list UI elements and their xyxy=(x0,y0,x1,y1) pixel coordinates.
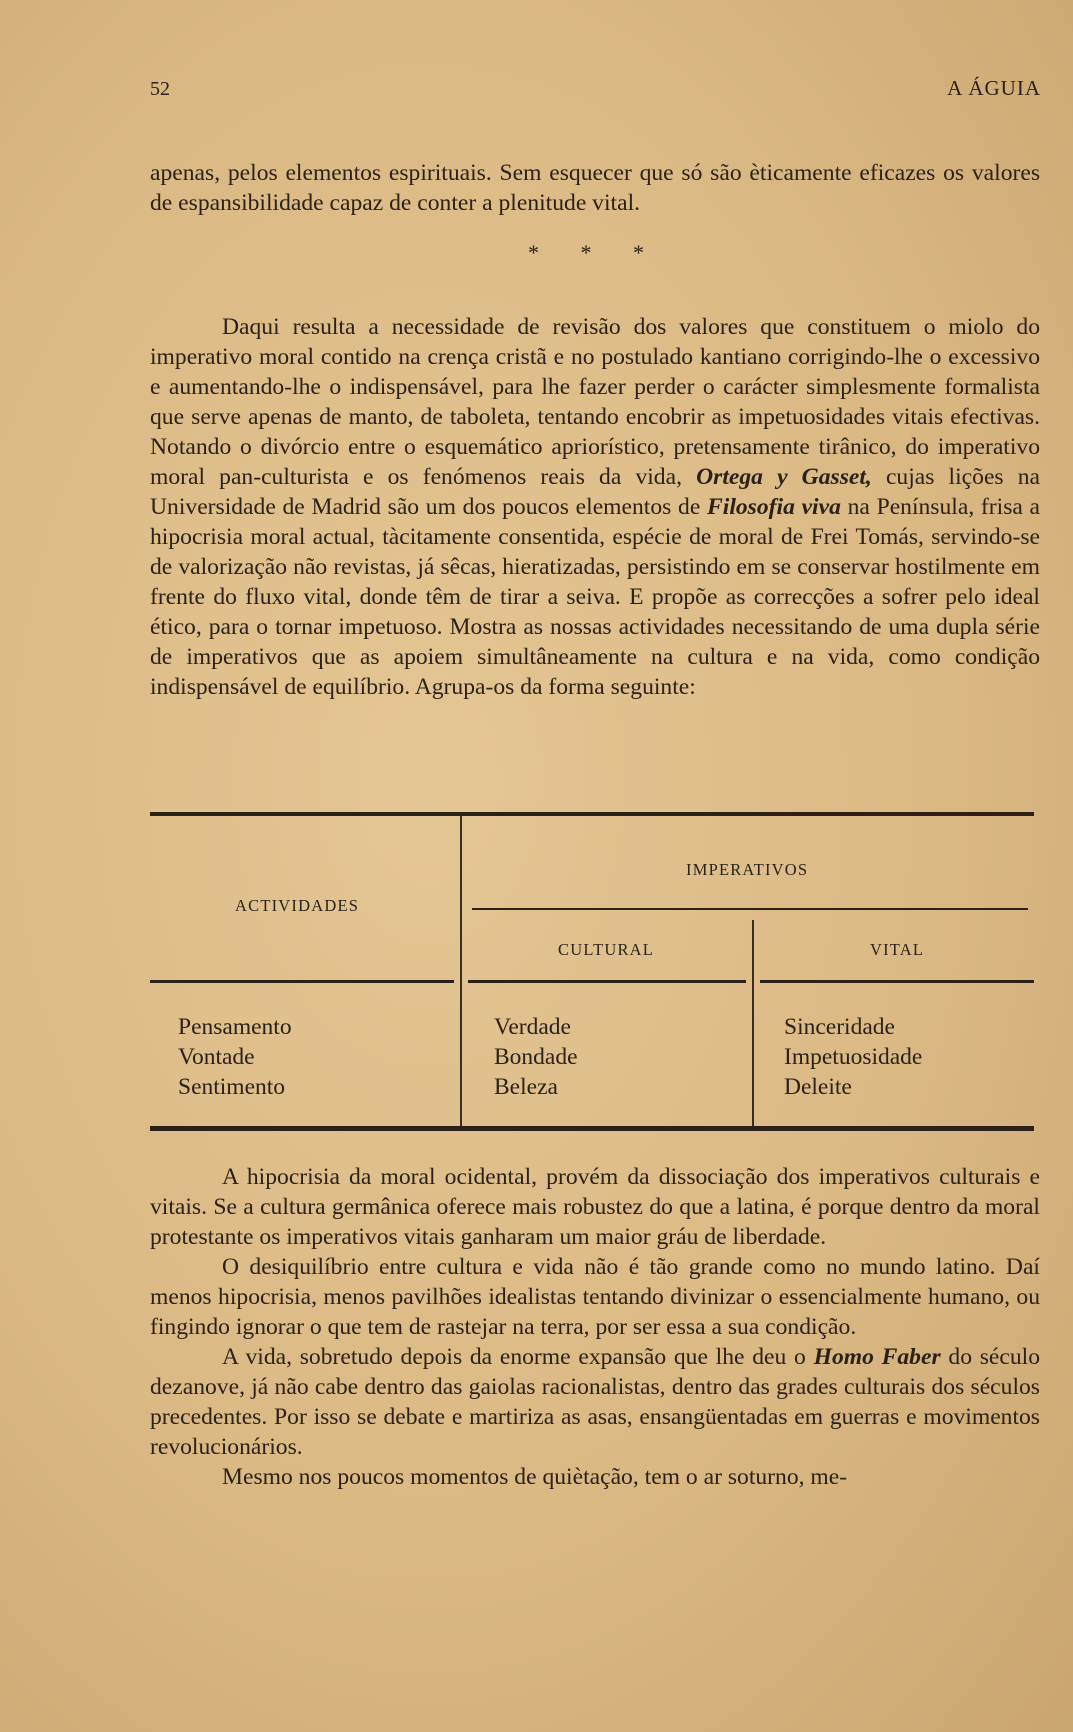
table-top-rule xyxy=(150,812,1034,816)
vital-column xyxy=(784,1012,922,1102)
paragraph-1 xyxy=(150,158,1040,218)
work-title: Filosofia viva xyxy=(707,494,841,520)
paragraph-1-text: apenas, pelos elementos espirituais. Sem esquecer que só são èticamente eficazes os valores de espansibilidade capaz de conter a plenitude vital. xyxy=(150,160,1040,216)
header-rule-vital xyxy=(760,980,1034,983)
table-cell: Vontade xyxy=(178,1044,255,1070)
paragraph-5-part-2: do século dezanove, já não cabe dentro das gaiolas racionalistas, dentro das grades culturais dos séculos precedentes. Por isso se debate e martiriza as asas, ensangüentadas em guerras e movimentos revolucionários. xyxy=(150,1344,1040,1460)
table-cell: Sinceridade xyxy=(784,1014,895,1040)
table-cell: Bondade xyxy=(494,1044,578,1070)
table-divider-activities xyxy=(460,816,462,1126)
paragraph-2-part-2: cujas lições na Universidade de Madrid são um dos poucos elementos de xyxy=(150,464,1040,520)
cultural-column xyxy=(494,1012,578,1102)
table-divider-cultural xyxy=(752,920,754,1126)
paragraph-3: A hipocrisia da moral ocidental, provém da dissociação dos imperativos culturais e vitais. Se a cultura germânica oferece mais robustez do que a latina, é porque dentro da moral protestante os imperativos vitais ganharam um maior gráu de liberdade. xyxy=(150,1164,1040,1250)
header-rule-cultural xyxy=(468,980,746,983)
header-activities: ACTIVIDADES xyxy=(235,896,360,915)
table-cell: Impetuosidade xyxy=(784,1044,923,1070)
paragraphs-after-table xyxy=(150,1162,1040,1492)
paragraph-2-part-3: na Península, frisa a hipocrisia moral actual, tàcitamente consentida, espécie de moral de Frei Tomás, servindo-se de valorização não revistas, já sêcas, hieratizadas, persistindo em se conservar hostilmente em frente do fluxo vital, donde têm de tirar a seiva. E propõe as correcções a sofrer pelo ideal ético, para o tornar impetuoso. Mostra as nossas actividades necessitando de uma dupla série de imperativos que as apoiem simultâneamente na cultura e na vida, como condição indispensável de equilíbrio. Agrupa-os da forma seguinte: xyxy=(150,494,1041,700)
header-cultural: CULTURAL xyxy=(558,940,655,959)
activities-column xyxy=(178,1012,292,1102)
imperatives-table xyxy=(150,812,1034,1132)
paragraph-4: O desiquilíbrio entre cultura e vida não é tão grande como no mundo latino. Daí menos hipocrisia, menos pavilhões idealistas tentando divinizar o essencialmente humano, ou fingindo ignorar o que tem de rastejar na terra, por ser essa a sua condição. xyxy=(150,1254,1040,1340)
imperatives-underline xyxy=(472,908,1028,910)
header-rule-activities xyxy=(150,980,454,983)
author-name: Ortega y Gasset, xyxy=(696,464,872,490)
page-header xyxy=(150,72,1041,102)
homo-faber-term: Homo Faber xyxy=(813,1344,941,1370)
table-cell: Verdade xyxy=(494,1014,571,1040)
paragraph-6: Mesmo nos poucos momentos de quiètação, tem o ar soturno, me- xyxy=(222,1464,848,1490)
table-cell: Pensamento xyxy=(178,1014,292,1040)
table-bottom-rule xyxy=(150,1126,1034,1131)
paragraph-2-part-1: Daqui resulta a necessidade de revisão dos valores que constituem o miolo do imperativo moral contido na crença cristã e no postulado kantiano corrigindo-lhe o excessivo e aumentando-lhe o indispensável, para lhe fazer perder o carácter simplesmente formalista que serve apenas de manto, de taboleta, tentando encobrir as impetuosidades vitais efectivas. Notando o divórcio entre o esquemático apriorístico, pretensamente tirânico, do imperativo moral pan-culturista e os fenómenos reais da vida, xyxy=(150,314,1040,490)
table-cell: Beleza xyxy=(494,1074,558,1100)
section-separator: * * * xyxy=(528,240,662,265)
header-imperatives: IMPERATIVOS xyxy=(686,860,809,879)
running-title: A ÁGUIA xyxy=(947,76,1041,100)
table-cell: Sentimento xyxy=(178,1074,286,1100)
page-number: 52 xyxy=(150,78,170,100)
header-vital: VITAL xyxy=(870,940,925,959)
paragraph-5-part-1: A vida, sobretudo depois da enorme expansão que lhe deu o xyxy=(222,1344,806,1370)
paragraph-2 xyxy=(150,312,1040,702)
paragraph-2-text xyxy=(150,312,1040,702)
table-cell: Deleite xyxy=(784,1074,852,1100)
paragraph-5 xyxy=(150,1342,1040,1462)
